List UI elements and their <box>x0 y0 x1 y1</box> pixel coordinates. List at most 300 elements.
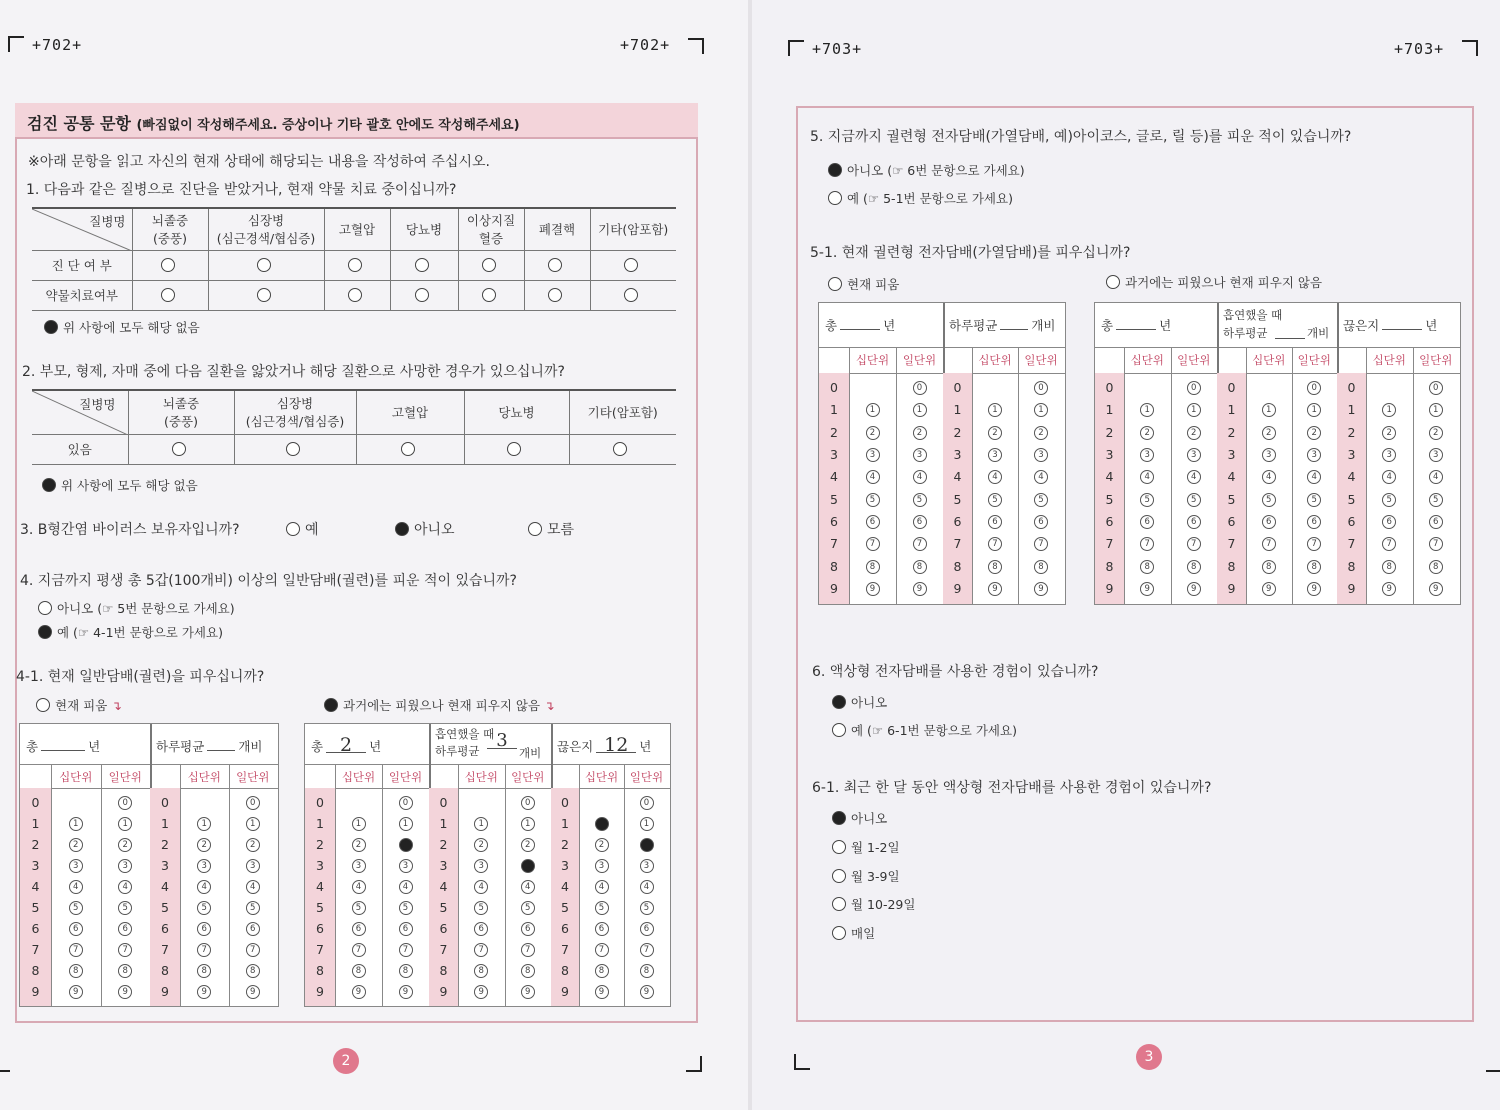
tens-bubble[interactable]: 9 <box>197 985 211 999</box>
tens-bubble[interactable]: 9 <box>595 985 609 999</box>
tens-bubble[interactable]: 1 <box>1140 403 1154 417</box>
q51-option-past[interactable]: 과거에는 피웠으나 현재 피우지 않음 <box>1106 273 1322 291</box>
tens-bubble[interactable]: 4 <box>1140 470 1154 484</box>
ones-bubble[interactable]: 4 <box>640 880 654 894</box>
tens-bubble[interactable]: 1 <box>474 817 488 831</box>
ones-bubble[interactable]: 4 <box>399 880 413 894</box>
tens-bubble[interactable]: 6 <box>69 922 83 936</box>
q4-option-no[interactable]: 아니오 (☞ 5번 문항으로 가세요) <box>38 599 235 617</box>
ones-bubble[interactable]: 1 <box>399 817 413 831</box>
ones-bubble[interactable]: 4 <box>1187 470 1201 484</box>
digit-label: 5 <box>953 491 962 507</box>
q61-option-2[interactable]: 월 3-9일 <box>832 867 900 885</box>
tens-bubble[interactable]: 5 <box>1140 493 1154 507</box>
quit-label: 끊은지 <box>557 739 594 754</box>
ones-bubble[interactable]: 8 <box>246 964 260 978</box>
ones-bubble[interactable]: 8 <box>521 964 535 978</box>
years-label: 년 <box>1159 318 1172 333</box>
digit-label: 5 <box>830 491 838 507</box>
q6-option-no[interactable]: 아니오 <box>832 693 887 711</box>
ones-bubble[interactable]: 2 <box>913 426 927 440</box>
tens-bubble[interactable]: 7 <box>352 943 366 957</box>
ones-bubble[interactable]: 6 <box>1307 515 1321 529</box>
tens-bubble[interactable]: 7 <box>866 537 880 551</box>
ones-bubble[interactable]: 2 <box>640 838 654 852</box>
ones-bubble[interactable]: 8 <box>1307 560 1321 574</box>
ones-bubble[interactable]: 8 <box>1429 560 1443 574</box>
ones-bubble[interactable]: 0 <box>640 796 654 810</box>
ones-bubble[interactable]: 0 <box>1034 381 1048 395</box>
ones-bubble[interactable]: 9 <box>118 985 132 999</box>
tens-bubble[interactable]: 3 <box>1382 448 1396 462</box>
digit-label: 2 <box>1227 424 1236 440</box>
radio-option[interactable] <box>548 288 562 302</box>
ones-bubble[interactable]: 6 <box>1187 515 1201 529</box>
tens-bubble[interactable]: 2 <box>1382 426 1396 440</box>
radio-option[interactable] <box>257 258 271 272</box>
tens-bubble[interactable]: 4 <box>474 880 488 894</box>
radio-option[interactable] <box>415 258 429 272</box>
digit-label: 4 <box>1227 469 1236 485</box>
ones-bubble[interactable]: 3 <box>913 448 927 462</box>
tens-bubble[interactable]: 2 <box>1140 426 1154 440</box>
radio-option[interactable] <box>832 926 846 940</box>
ones-bubble[interactable]: 1 <box>1187 403 1201 417</box>
ones-bubble[interactable]: 5 <box>1187 493 1201 507</box>
q2-none-option[interactable]: 위 사항에 모두 해당 없음 <box>42 476 198 494</box>
ones-bubble[interactable]: 9 <box>399 985 413 999</box>
ones-bubble[interactable]: 4 <box>521 880 535 894</box>
ones-bubble[interactable]: 6 <box>640 922 654 936</box>
ones-bubble[interactable]: 7 <box>1034 537 1048 551</box>
grid-line <box>20 764 278 765</box>
radio-option[interactable] <box>828 277 842 291</box>
ones-bubble[interactable]: 7 <box>913 537 927 551</box>
radio-option[interactable] <box>482 258 496 272</box>
ones-bubble[interactable]: 6 <box>1429 515 1443 529</box>
digit-label: 1 <box>316 815 324 831</box>
digit-label: 0 <box>830 380 838 396</box>
tens-label: 십단위 <box>341 770 376 784</box>
radio-filled[interactable] <box>832 811 846 825</box>
ones-bubble[interactable]: 9 <box>1307 582 1321 596</box>
tens-bubble[interactable]: 4 <box>866 470 880 484</box>
tens-bubble[interactable]: 2 <box>595 838 609 852</box>
tens-label: 십단위 <box>1130 353 1164 367</box>
ones-bubble[interactable]: 1 <box>521 817 535 831</box>
tens-bubble[interactable]: 2 <box>474 838 488 852</box>
ones-bubble[interactable]: 1 <box>1429 403 1443 417</box>
tens-bubble[interactable]: 5 <box>197 901 211 915</box>
radio-option[interactable] <box>528 522 542 536</box>
radio-filled[interactable] <box>42 478 56 492</box>
ones-bubble[interactable]: 5 <box>246 901 260 915</box>
tens-bubble[interactable]: 1 <box>1382 403 1396 417</box>
q41-option-past[interactable]: 과거에는 피웠으나 현재 피우지 않음 ↴ <box>324 696 555 714</box>
tens-bubble[interactable]: 2 <box>988 426 1002 440</box>
tens-bubble[interactable]: 7 <box>1382 537 1396 551</box>
digit-label: 4 <box>161 878 169 894</box>
tens-bubble[interactable]: 7 <box>474 943 488 957</box>
ones-bubble[interactable]: 3 <box>118 859 132 873</box>
q41-option-current[interactable]: 현재 피움 ↴ <box>36 696 122 714</box>
ones-bubble[interactable]: 1 <box>640 817 654 831</box>
digit-label: 9 <box>161 983 169 999</box>
tens-bubble[interactable]: 5 <box>474 901 488 915</box>
ones-bubble[interactable]: 6 <box>118 922 132 936</box>
ones-bubble[interactable]: 0 <box>1307 381 1321 395</box>
tens-bubble[interactable]: 8 <box>197 964 211 978</box>
ones-label: 일단위 <box>388 770 423 784</box>
ones-bubble[interactable]: 8 <box>913 560 927 574</box>
ones-bubble[interactable]: 9 <box>521 985 535 999</box>
digit-label: 8 <box>31 962 40 978</box>
ones-bubble[interactable]: 5 <box>521 901 535 915</box>
digit-label: 5 <box>439 899 448 915</box>
digit-label: 9 <box>439 983 448 999</box>
q61-option-0[interactable]: 아니오 <box>832 809 887 827</box>
digit-label: 6 <box>830 513 838 529</box>
ones-bubble[interactable]: 5 <box>640 901 654 915</box>
tens-bubble[interactable]: 1 <box>595 817 609 831</box>
col-hypertension: 고혈압 <box>324 208 390 250</box>
ones-bubble[interactable]: 1 <box>1034 403 1048 417</box>
ones-bubble[interactable]: 2 <box>521 838 535 852</box>
q3-option-yes[interactable]: 예 <box>286 519 319 539</box>
ones-bubble[interactable]: 6 <box>1034 515 1048 529</box>
ones-bubble[interactable]: 0 <box>521 796 535 810</box>
ones-bubble[interactable]: 4 <box>913 470 927 484</box>
digit-label: 7 <box>1105 536 1114 552</box>
ones-bubble[interactable]: 2 <box>246 838 260 852</box>
tens-bubble[interactable]: 1 <box>69 817 83 831</box>
ones-bubble[interactable]: 8 <box>118 964 132 978</box>
ones-bubble[interactable]: 2 <box>399 838 413 852</box>
radio-option[interactable] <box>828 191 842 205</box>
q4-option-yes[interactable]: 예 (☞ 4-1번 문항으로 가세요) <box>38 623 223 641</box>
tens-label: 십단위 <box>464 770 498 784</box>
radio-filled[interactable] <box>395 522 409 536</box>
ones-bubble[interactable]: 9 <box>1429 582 1443 596</box>
digit-label: 1 <box>31 815 40 831</box>
tens-bubble[interactable]: 4 <box>988 470 1002 484</box>
q1-none-option[interactable]: 위 사항에 모두 해당 없음 <box>44 318 200 336</box>
tens-bubble[interactable]: 6 <box>595 922 609 936</box>
ones-bubble[interactable]: 7 <box>1429 537 1443 551</box>
ones-bubble[interactable]: 1 <box>246 817 260 831</box>
ones-bubble[interactable]: 9 <box>913 582 927 596</box>
tens-bubble[interactable]: 7 <box>595 943 609 957</box>
tens-bubble[interactable]: 2 <box>866 426 880 440</box>
q6-option-yes[interactable]: 예 (☞ 6-1번 문항으로 가세요) <box>832 721 1017 739</box>
arrow-icon: ↴ <box>111 698 122 713</box>
tens-bubble[interactable]: 4 <box>352 880 366 894</box>
tens-bubble[interactable]: 5 <box>595 901 609 915</box>
tens-bubble[interactable]: 8 <box>69 964 83 978</box>
tens-bubble[interactable]: 8 <box>988 560 1002 574</box>
tens-bubble[interactable]: 6 <box>474 922 488 936</box>
grid-line <box>896 347 897 604</box>
tens-bubble[interactable]: 5 <box>1262 493 1276 507</box>
radio-filled[interactable] <box>832 695 846 709</box>
tens-bubble[interactable]: 9 <box>866 582 880 596</box>
tens-bubble[interactable]: 9 <box>988 582 1002 596</box>
tens-bubble[interactable]: 6 <box>866 515 880 529</box>
radio-option[interactable] <box>1106 275 1120 289</box>
radio-option[interactable] <box>832 869 846 883</box>
tens-bubble[interactable]: 6 <box>1262 515 1276 529</box>
radio-option[interactable] <box>415 288 429 302</box>
quit-label: 끊은지 <box>1343 318 1380 333</box>
radio-filled[interactable] <box>38 625 52 639</box>
q51-option-current[interactable]: 현재 피움 <box>828 275 899 293</box>
tens-bubble[interactable]: 8 <box>1262 560 1276 574</box>
radio-option[interactable] <box>161 258 175 272</box>
ones-bubble[interactable]: 8 <box>640 964 654 978</box>
tens-bubble[interactable]: 4 <box>69 880 83 894</box>
tens-bubble[interactable]: 9 <box>1262 582 1276 596</box>
tens-bubble[interactable]: 5 <box>866 493 880 507</box>
ones-bubble[interactable]: 3 <box>1187 448 1201 462</box>
tens-bubble[interactable]: 1 <box>1262 403 1276 417</box>
tens-bubble[interactable]: 9 <box>474 985 488 999</box>
tens-bubble[interactable]: 6 <box>988 515 1002 529</box>
ones-bubble[interactable]: 2 <box>1187 426 1201 440</box>
tens-bubble[interactable]: 1 <box>197 817 211 831</box>
digit-label: 1 <box>561 815 569 831</box>
radio-option[interactable] <box>548 258 562 272</box>
radio-option[interactable] <box>832 897 846 911</box>
radio-option[interactable] <box>348 288 362 302</box>
tens-bubble[interactable]: 4 <box>1262 470 1276 484</box>
ones-bubble[interactable]: 9 <box>640 985 654 999</box>
tens-bubble[interactable]: 3 <box>1262 448 1276 462</box>
ones-bubble[interactable]: 7 <box>1187 537 1201 551</box>
radio-option[interactable] <box>624 258 638 272</box>
tens-bubble[interactable]: 2 <box>69 838 83 852</box>
omr-block-title <box>1095 303 1217 334</box>
ones-bubble[interactable]: 6 <box>246 922 260 936</box>
radio-option[interactable] <box>482 288 496 302</box>
tens-bubble[interactable]: 3 <box>197 859 211 873</box>
radio-option[interactable] <box>286 522 300 536</box>
ones-bubble[interactable]: 8 <box>399 964 413 978</box>
tens-bubble[interactable]: 6 <box>352 922 366 936</box>
radio-option[interactable] <box>613 442 627 456</box>
ones-bubble[interactable]: 7 <box>1307 537 1321 551</box>
digit-label: 2 <box>316 836 324 852</box>
tens-bubble[interactable]: 3 <box>352 859 366 873</box>
digit-label: 4 <box>830 469 838 485</box>
ones-bubble[interactable]: 6 <box>399 922 413 936</box>
tens-bubble[interactable]: 4 <box>595 880 609 894</box>
ones-bubble[interactable]: 5 <box>1034 493 1048 507</box>
tens-bubble[interactable]: 1 <box>352 817 366 831</box>
tens-bubble[interactable]: 2 <box>197 838 211 852</box>
tens-bubble[interactable]: 5 <box>988 493 1002 507</box>
ones-bubble[interactable]: 5 <box>1429 493 1443 507</box>
tens-bubble[interactable]: 7 <box>1262 537 1276 551</box>
tens-bubble[interactable]: 9 <box>1140 582 1154 596</box>
digit-label: 1 <box>830 402 838 418</box>
tens-bubble[interactable]: 4 <box>1382 470 1396 484</box>
tens-bubble[interactable]: 3 <box>69 859 83 873</box>
radio-option[interactable] <box>161 288 175 302</box>
question-6: 6. 액상형 전자담배를 사용한 경험이 있습니까? <box>812 664 1099 680</box>
ones-bubble[interactable]: 9 <box>246 985 260 999</box>
ones-bubble[interactable]: 2 <box>1034 426 1048 440</box>
tens-bubble[interactable]: 7 <box>1140 537 1154 551</box>
radio-option[interactable] <box>832 840 846 854</box>
ones-bubble[interactable]: 3 <box>640 859 654 873</box>
ones-bubble[interactable]: 7 <box>640 943 654 957</box>
form-code-top-left: +703+ <box>812 40 863 58</box>
omr-past-smoking <box>304 723 671 1007</box>
ones-bubble[interactable]: 2 <box>118 838 132 852</box>
col-heart: 심장병 (심근경색/협심증) <box>234 390 356 434</box>
tens-bubble[interactable]: 6 <box>197 922 211 936</box>
ones-bubble[interactable]: 0 <box>399 796 413 810</box>
digit-label: 4 <box>439 878 448 894</box>
tens-bubble[interactable]: 8 <box>1140 560 1154 574</box>
tens-bubble[interactable]: 6 <box>1382 515 1396 529</box>
ones-bubble[interactable]: 4 <box>1034 470 1048 484</box>
tens-bubble[interactable]: 8 <box>474 964 488 978</box>
tens-bubble[interactable]: 9 <box>1382 582 1396 596</box>
grid-line <box>305 788 670 789</box>
radio-option[interactable] <box>401 442 415 456</box>
q61-option-1[interactable]: 월 1-2일 <box>832 838 900 856</box>
tens-bubble[interactable]: 1 <box>988 403 1002 417</box>
q5-option-no[interactable]: 아니오 (☞ 6번 문항으로 가세요) <box>828 161 1025 179</box>
q3-option-unknown[interactable]: 모름 <box>528 519 574 539</box>
tens-bubble[interactable]: 5 <box>1382 493 1396 507</box>
tens-bubble[interactable]: 3 <box>988 448 1002 462</box>
tens-bubble[interactable]: 2 <box>1262 426 1276 440</box>
ones-bubble[interactable]: 3 <box>246 859 260 873</box>
tens-bubble[interactable]: 9 <box>352 985 366 999</box>
ones-bubble[interactable]: 3 <box>1034 448 1048 462</box>
ones-bubble[interactable]: 1 <box>913 403 927 417</box>
smoked-label: 흡연했을 때 <box>1223 308 1283 322</box>
ones-bubble[interactable]: 0 <box>246 796 260 810</box>
registration-mark <box>794 1054 810 1070</box>
tens-bubble[interactable]: 3 <box>474 859 488 873</box>
tens-bubble[interactable]: 4 <box>197 880 211 894</box>
digit-label: 8 <box>1347 558 1356 574</box>
ones-bubble[interactable]: 0 <box>118 796 132 810</box>
radio-option[interactable] <box>832 723 846 737</box>
ones-bubble[interactable]: 2 <box>1429 426 1443 440</box>
ones-bubble[interactable]: 4 <box>1307 470 1321 484</box>
ones-bubble[interactable]: 7 <box>521 943 535 957</box>
ones-bubble[interactable]: 6 <box>521 922 535 936</box>
digit-label: 0 <box>31 794 40 810</box>
ones-bubble[interactable]: 3 <box>521 859 535 873</box>
ones-bubble[interactable]: 3 <box>1307 448 1321 462</box>
ones-bubble[interactable]: 7 <box>399 943 413 957</box>
ones-bubble[interactable]: 5 <box>913 493 927 507</box>
tens-bubble[interactable]: 3 <box>866 448 880 462</box>
ones-bubble[interactable]: 0 <box>913 381 927 395</box>
ones-bubble[interactable]: 0 <box>1429 381 1443 395</box>
grid-line <box>624 764 625 1006</box>
tens-bubble[interactable]: 7 <box>69 943 83 957</box>
radio-option[interactable] <box>507 442 521 456</box>
tens-label: 십단위 <box>855 353 890 367</box>
radio-option[interactable] <box>38 601 52 615</box>
digit-label: 3 <box>439 857 448 873</box>
tens-bubble[interactable]: 5 <box>69 901 83 915</box>
q61-option-4[interactable]: 매일 <box>832 924 875 942</box>
ones-bubble[interactable]: 0 <box>1187 381 1201 395</box>
ones-bubble[interactable]: 9 <box>1034 582 1048 596</box>
radio-option[interactable] <box>257 288 271 302</box>
tens-bubble[interactable]: 7 <box>197 943 211 957</box>
ones-bubble[interactable]: 3 <box>1429 448 1443 462</box>
section-note: (빠짐없이 작성해주세요. 증상이나 기타 괄호 안에도 작성해주세요) <box>136 118 520 133</box>
ones-bubble[interactable]: 1 <box>118 817 132 831</box>
radio-filled[interactable] <box>324 698 338 712</box>
ones-bubble[interactable]: 4 <box>118 880 132 894</box>
ones-bubble[interactable]: 5 <box>1307 493 1321 507</box>
radio-filled[interactable] <box>44 320 58 334</box>
tens-bubble[interactable]: 7 <box>988 537 1002 551</box>
grid-line <box>1095 347 1460 348</box>
radio-filled[interactable] <box>828 163 842 177</box>
tens-bubble[interactable]: 3 <box>595 859 609 873</box>
ones-bubble[interactable]: 2 <box>1307 426 1321 440</box>
ones-bubble[interactable]: 9 <box>1187 582 1201 596</box>
digit-label: 2 <box>31 836 40 852</box>
radio-option[interactable] <box>348 258 362 272</box>
radio-option[interactable] <box>286 442 300 456</box>
ones-bubble[interactable]: 3 <box>399 859 413 873</box>
ones-bubble[interactable]: 1 <box>1307 403 1321 417</box>
q5-option-yes[interactable]: 예 (☞ 5-1번 문항으로 가세요) <box>828 189 1013 207</box>
tens-bubble[interactable]: 5 <box>352 901 366 915</box>
tens-bubble[interactable]: 8 <box>866 560 880 574</box>
ones-bubble[interactable]: 7 <box>118 943 132 957</box>
ones-bubble[interactable]: 5 <box>118 901 132 915</box>
tens-bubble[interactable]: 8 <box>595 964 609 978</box>
radio-option[interactable] <box>36 698 50 712</box>
ones-bubble[interactable]: 4 <box>246 880 260 894</box>
ones-bubble[interactable]: 4 <box>1429 470 1443 484</box>
ones-bubble[interactable]: 8 <box>1187 560 1201 574</box>
radio-option[interactable] <box>172 442 186 456</box>
ones-bubble[interactable]: 5 <box>399 901 413 915</box>
omr-block-title <box>819 303 943 334</box>
grid-line <box>1018 347 1019 604</box>
ones-bubble[interactable]: 6 <box>913 515 927 529</box>
total-label: 총 <box>311 739 324 754</box>
tens-bubble[interactable]: 1 <box>866 403 880 417</box>
count-label: 개비 <box>1031 318 1056 333</box>
tens-bubble[interactable]: 6 <box>1140 515 1154 529</box>
tens-bubble[interactable]: 8 <box>1382 560 1396 574</box>
ones-bubble[interactable]: 8 <box>1034 560 1048 574</box>
registration-mark <box>8 36 24 52</box>
tens-bubble[interactable]: 9 <box>69 985 83 999</box>
q3-option-no[interactable]: 아니오 <box>395 519 455 539</box>
radio-option[interactable] <box>624 288 638 302</box>
tens-bubble[interactable]: 3 <box>1140 448 1154 462</box>
ones-bubble[interactable]: 7 <box>246 943 260 957</box>
tens-bubble[interactable]: 2 <box>352 838 366 852</box>
q61-option-3[interactable]: 월 10-29일 <box>832 895 915 913</box>
tens-bubble[interactable]: 8 <box>352 964 366 978</box>
